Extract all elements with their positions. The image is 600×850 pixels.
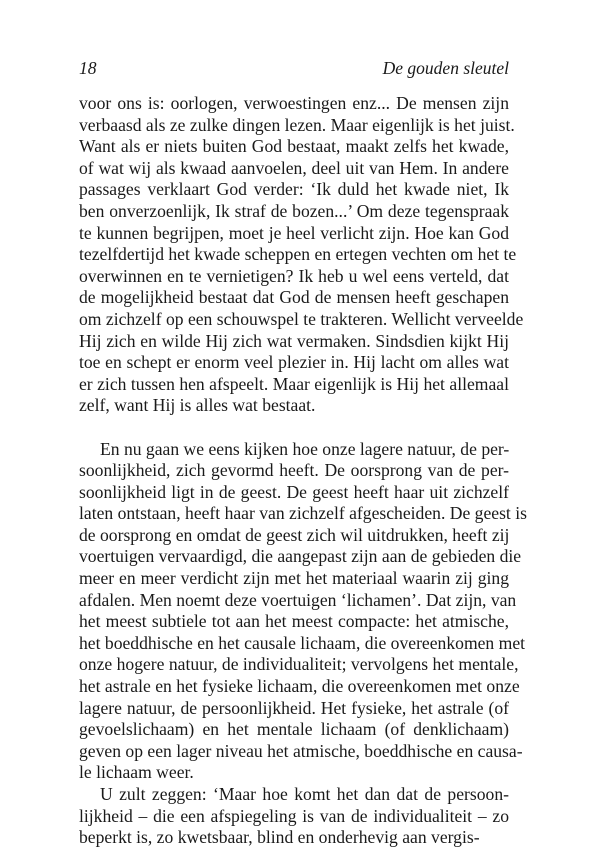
text-line: U zult zeggen: ‘Maar hoe komt het dan dat de persoon-: [100, 784, 509, 804]
text-line: verbaasd als ze zulke dingen lezen. Maar eigenlijk is het juist.: [79, 114, 515, 135]
text-line: het boeddhische en het causale lichaam, die overeenkomen met: [79, 632, 526, 653]
text-line: of wat wij als kwaad aanvoelen, deel uit van Hem. In andere: [79, 157, 509, 178]
text-line: laten ontstaan, heeft haar van zichzelf afgescheiden. De geest is: [79, 503, 527, 524]
text-line: voor ons is: oorlogen, verwoestingen enz... De mensen zijn: [79, 93, 509, 113]
text-line: le lichaam weer.: [79, 762, 194, 783]
text-line: gevoelslichaam) en het mentale lichaam (of denklichaam): [79, 719, 509, 740]
text-line: toe en schept er enorm veel plezier in. Hij lacht om alles wat: [79, 352, 509, 373]
text-line: er zich tussen hen afspeelt. Maar eigenlijk is Hij het allemaal: [79, 373, 509, 394]
text-line: het meest subtiele tot aan het meest compacte: het atmische,: [79, 611, 509, 632]
text-line: voertuigen vervaardigd, die aangepast zijn aan de gebieden die: [79, 546, 522, 567]
text-line: passages verklaart God verder: ‘Ik duld het kwade niet, Ik: [79, 179, 509, 200]
text-line: afdalen. Men noemt deze voertuigen ‘lichamen’. Dat zijn, van: [79, 589, 517, 610]
body-text: [79, 93, 527, 849]
text-line: En nu gaan we eens kijken hoe onze lagere natuur, de per-: [100, 438, 510, 459]
text-line: lijkheid – die een afspiegeling is van de individualiteit – zo: [79, 805, 509, 826]
running-title: De gouden sleutel: [382, 58, 509, 78]
text-line: soonlijkheid, zich gevormd heeft. De oorsprong van de per-: [79, 460, 509, 481]
text-line: onze hogere natuur, de individualiteit; vervolgens het mentale,: [79, 654, 519, 675]
text-line: lagere natuur, de persoonlijkheid. Het fysieke, het astrale (of: [79, 697, 509, 718]
text-line: soonlijkheid ligt in de geest. De geest heeft haar uit zichzelf: [79, 481, 509, 502]
text-line: het astrale en het fysieke lichaam, die overeenkomen met onze: [79, 676, 520, 697]
paragraph-gap: [79, 417, 509, 439]
paragraph: [79, 784, 509, 849]
paragraph: [79, 438, 527, 785]
paragraph: [79, 93, 524, 417]
text-line: te kunnen begrijpen, moet je heel verlicht zijn. Hoe kan God: [79, 222, 509, 243]
text-line: om zichzelf op een schouwspel te trakteren. Wellicht verveelde: [79, 308, 524, 329]
running-header: [79, 58, 509, 82]
text-line: meer en meer verdicht zijn met het materiaal waarin zij ging: [79, 568, 509, 589]
text-line: geven op een lager niveau het atmische, boeddhische en causa-: [79, 740, 523, 761]
text-line: beperkt is, zo kwetsbaar, blind en onderhevig aan vergis-: [79, 827, 480, 848]
text-line: zelf, want Hij is alles wat bestaat.: [79, 395, 316, 416]
text-line: Want als er niets buiten God bestaat, maakt zelfs het kwade,: [79, 136, 509, 157]
text-line: Hij zich en wilde Hij zich wat vermaken. Sindsdien kijkt Hij: [79, 330, 509, 351]
text-line: overwinnen en te vernietigen? Ik heb u wel eens verteld, dat: [79, 265, 509, 286]
text-line: de mogelijkheid bestaat dat God de mensen heeft geschapen: [79, 287, 509, 308]
text-line: ben onverzoenlijk, Ik straf de bozen...’ Om deze tegenspraak: [79, 200, 509, 221]
page-number: 18: [79, 58, 97, 78]
text-line: de oorsprong en omdat de geest zich wil uitdrukken, heeft zij: [79, 524, 510, 545]
text-line: tezelfdertijd het kwade scheppen en ertegen vechten om het te: [79, 244, 517, 265]
